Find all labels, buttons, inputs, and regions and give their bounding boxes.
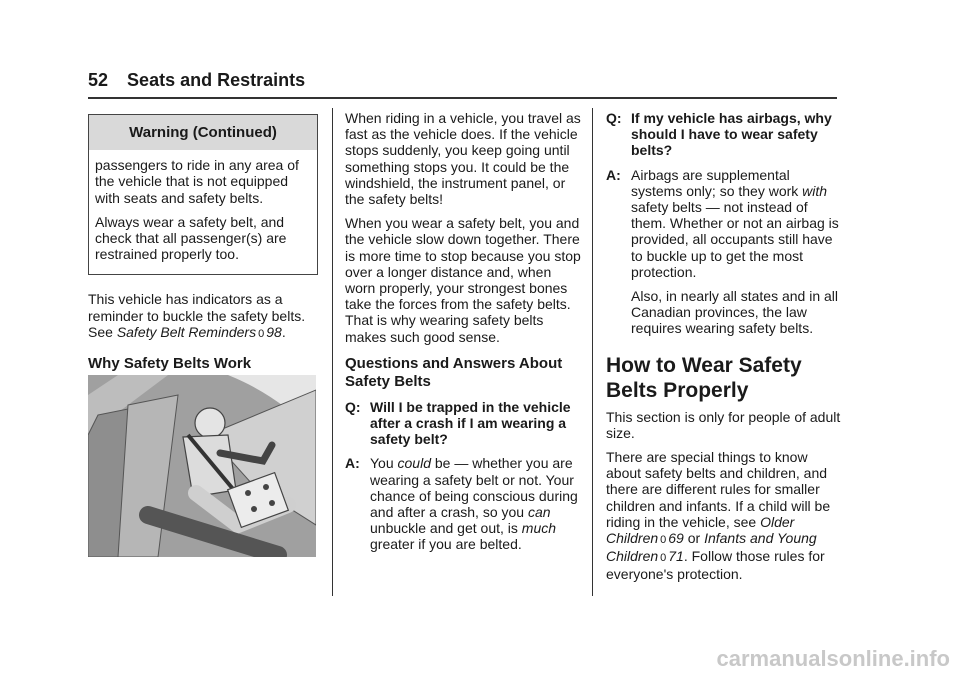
column-2 — [345, 110, 583, 561]
paragraph-riding: When riding in a vehicle, you travel as fast as the vehicle does. If the vehicle stops suddenly, you keep going until something stops you. It could be the windshield, the instrument panel, or the safety belts! — [345, 110, 581, 208]
section-heading-qa: Questions and Answers About Safety Belts — [345, 354, 563, 390]
answer-2-law: Also, in nearly all states and in all Canadian provinces, the law requires wearing safety belts. — [631, 288, 838, 337]
ref-infants-young-children[interactable]: Infants and Young Children — [606, 530, 817, 565]
warning-box — [88, 114, 318, 275]
column-1 — [88, 114, 320, 372]
page-header — [88, 70, 305, 91]
ref-older-children[interactable]: Older Children — [606, 513, 795, 547]
warning-body — [89, 150, 317, 274]
section-heading-how-to-wear: How to Wear Safety Belts Properly — [606, 353, 802, 402]
header-rule — [88, 97, 837, 99]
paragraph-children: There are special things to know about safety belts and children, and there are different rules for smaller children and infants. If a child will be riding in the vehicle, see Older Children 0 69 or Infants and Young Children 0 71. Follow those rules for everyone's protection. — [606, 449, 831, 583]
ref-page-71[interactable]: 71 — [668, 548, 684, 565]
page-title: Seats and Restraints — [127, 70, 306, 90]
page-ref-icon: 0 — [258, 327, 265, 340]
ref-page-98[interactable]: 98 — [266, 323, 282, 340]
crash-illustration — [88, 375, 316, 557]
warning-paragraph-1: passengers to ride in any area of the vehicle that is not equipped with seats and safety belts. — [95, 157, 299, 206]
watermark: carmanualsonline.info — [716, 646, 950, 671]
warning-paragraph-2: Always wear a safety belt, and check that all passenger(s) are restrained properly too. — [95, 213, 287, 263]
ref-safety-belt-reminders[interactable]: Safety Belt Reminders — [116, 323, 257, 340]
question-2: Q: If my vehicle has airbags, why should I have to wear safety belts? — [606, 110, 832, 159]
crash-dummy-illustration — [88, 375, 316, 557]
column-divider-2 — [592, 108, 593, 596]
question-1: Q: Will I be trapped in the vehicle after a crash if I am wearing a safety belt? — [345, 398, 571, 448]
warning-heading: Warning (Continued) — [89, 115, 317, 150]
column-divider-1 — [332, 108, 333, 596]
ref-page-69[interactable]: 69 — [668, 530, 684, 547]
answer-2: A: Airbags are supplemental systems only; so they work with safety belts — not instead of them. Whether or not an airbag is provided, all occupants still have to buckle up to get the most protection. Also, in nearly all states and in all Canadian provinces, the law requires wearing safety belts. — [606, 167, 841, 345]
answer-1: A: You could be — whether you are wearing a safety belt or not. Your chance of being conscious during and after a crash, so you can unbuckle and get out, is much greater if you are belted. — [345, 455, 578, 553]
column-3 — [606, 110, 841, 591]
section-heading-why-belts: Why Safety Belts Work — [88, 355, 252, 373]
page-ref-icon: 0 — [660, 534, 667, 547]
page-number: 52 — [88, 70, 109, 90]
indicator-paragraph: This vehicle has indicators as a reminder to buckle the safety belts. See Safety Belt Reminders 0 98. — [88, 291, 306, 340]
paragraph-slow-down: When you wear a safety belt, you and the vehicle slow down together. There is more time to stop because you stop over a longer distance and, when worn properly, your strongest bones take the forces from the safety belts. That is why wearing safety belts makes such good sense. — [345, 215, 581, 345]
page-ref-icon: 0 — [660, 552, 667, 565]
paragraph-adult-size: This section is only for people of adult size. — [606, 408, 841, 441]
